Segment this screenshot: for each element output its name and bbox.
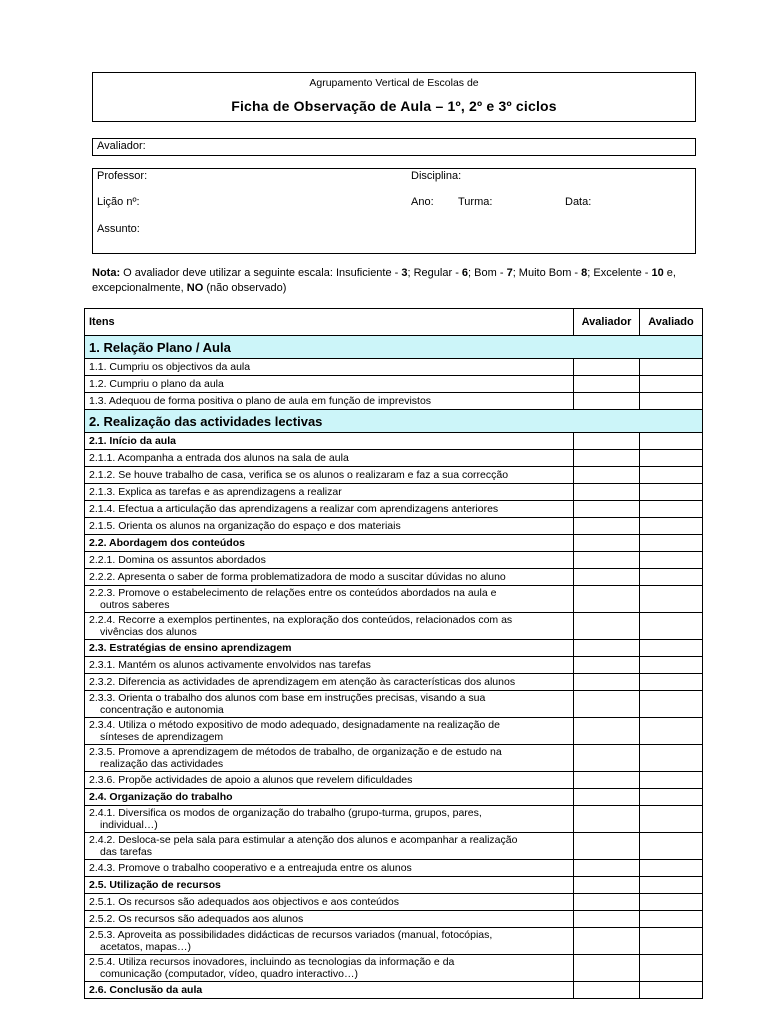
row-text: 2. Realização das actividades lectivas [89, 413, 323, 429]
row-text-line1: 2.3.3. Orienta o trabalho dos alunos com base em instruções precisas, visando a sua [89, 692, 486, 704]
row-text: 2.2.1. Domina os assuntos abordados [89, 554, 266, 566]
criterion-row [85, 860, 703, 877]
evaluator-score-cell [574, 535, 640, 552]
criterion-row [85, 569, 703, 586]
row-label [85, 674, 574, 691]
evaluator-score-cell[interactable] [574, 718, 640, 745]
row-label [85, 336, 703, 359]
evaluated-score-cell[interactable] [640, 928, 703, 955]
row-label [85, 833, 574, 860]
criterion-row [85, 467, 703, 484]
evaluated-score-cell [640, 433, 703, 450]
lesson-number-label: Lição nº: [97, 196, 140, 208]
evaluator-score-cell[interactable] [574, 911, 640, 928]
row-text: 1. Relação Plano / Aula [89, 339, 231, 355]
evaluated-score-cell[interactable] [640, 833, 703, 860]
row-text-line2: comunicação (computador, vídeo, quadro interactivo…) [100, 968, 358, 980]
row-text-line2: individual…) [100, 819, 158, 831]
row-text: 2.1.5. Orienta os alunos na organização do espaço e dos materiais [89, 520, 401, 532]
form-title: Ficha de Observação de Aula – 1º, 2º e 3º ciclos [231, 98, 557, 114]
criterion-row [85, 613, 703, 640]
section-row [85, 336, 703, 359]
evaluated-score-cell[interactable] [640, 359, 703, 376]
row-text-line1: 2.2.4. Recorre a exemplos pertinentes, na exploração dos conteúdos, relacionados com as [89, 614, 513, 626]
evaluated-score-cell[interactable] [640, 569, 703, 586]
row-text-line1: 2.4.1. Diversifica os modos de organização do trabalho (grupo-turma, grupos, pares, [89, 807, 482, 819]
row-text: 2.2.2. Apresenta o saber de forma problematizadora de modo a suscitar dúvidas no aluno [89, 571, 506, 583]
evaluator-score-cell [574, 640, 640, 657]
criterion-row [85, 928, 703, 955]
row-label [85, 552, 574, 569]
topic-label: Assunto: [97, 223, 140, 235]
subsection-row [85, 789, 703, 806]
row-text-line1: 2.3.5. Promove a aprendizagem de métodos de trabalho, de organização e de estudo na [89, 746, 502, 758]
row-text: 2.1. Início da aula [89, 435, 176, 447]
criterion-row [85, 718, 703, 745]
criterion-row [85, 657, 703, 674]
observation-table [84, 308, 703, 999]
evaluated-score-cell[interactable] [640, 393, 703, 410]
row-text-line1: 2.3.4. Utiliza o método expositivo de modo adequado, designadamente na realização de [89, 719, 500, 731]
evaluator-score-cell[interactable] [574, 745, 640, 772]
criterion-row [85, 772, 703, 789]
criterion-row [85, 911, 703, 928]
evaluator-score-cell[interactable] [574, 674, 640, 691]
row-text-line2: das tarefas [100, 846, 152, 858]
subject-label: Disciplina: [411, 170, 462, 182]
row-text: 2.5.1. Os recursos são adequados aos objectivos e aos conteúdos [89, 896, 399, 908]
row-label [85, 640, 574, 657]
row-label [85, 745, 574, 772]
criterion-row [85, 501, 703, 518]
criterion-row [85, 359, 703, 376]
row-text: 2.4. Organização do trabalho [89, 791, 233, 803]
evaluator-score-cell[interactable] [574, 484, 640, 501]
row-label [85, 982, 574, 999]
items-header: Itens [85, 309, 574, 336]
row-text-line2: concentração e autonomia [100, 704, 224, 716]
criterion-row [85, 484, 703, 501]
evaluator-score-cell[interactable] [574, 586, 640, 613]
evaluator-score-cell [574, 877, 640, 894]
row-label [85, 613, 574, 640]
criterion-row [85, 450, 703, 467]
evaluated-score-cell[interactable] [640, 484, 703, 501]
evaluated-score-cell[interactable] [640, 894, 703, 911]
evaluated-score-cell[interactable] [640, 955, 703, 982]
subsection-row [85, 433, 703, 450]
evaluated-score-cell[interactable] [640, 806, 703, 833]
row-text-line2: realização das actividades [100, 758, 224, 770]
row-label [85, 955, 574, 982]
evaluated-score-cell[interactable] [640, 860, 703, 877]
form-header [92, 72, 696, 122]
row-text: 2.6. Conclusão da aula [89, 984, 203, 996]
teacher-label: Professor: [97, 170, 148, 182]
row-label [85, 718, 574, 745]
row-text: 2.1.2. Se houve trabalho de casa, verifica se os alunos o realizaram e faz a sua correcção [89, 469, 509, 481]
criterion-row [85, 552, 703, 569]
table-header-row [85, 309, 703, 336]
row-label [85, 860, 574, 877]
subsection-row [85, 535, 703, 552]
evaluator-score-cell[interactable] [574, 955, 640, 982]
evaluated-score-cell[interactable] [640, 772, 703, 789]
evaluator-score-cell[interactable] [574, 613, 640, 640]
subsection-row [85, 982, 703, 999]
evaluated-score-cell[interactable] [640, 911, 703, 928]
evaluator-score-cell[interactable] [574, 467, 640, 484]
criterion-row [85, 674, 703, 691]
row-label [85, 691, 574, 718]
row-label [85, 894, 574, 911]
evaluated-score-cell[interactable] [640, 613, 703, 640]
row-label [85, 789, 574, 806]
row-label [85, 877, 574, 894]
subsection-row [85, 640, 703, 657]
evaluated-score-cell[interactable] [640, 450, 703, 467]
evaluator-score-cell[interactable] [574, 501, 640, 518]
evaluated-score-cell[interactable] [640, 586, 703, 613]
evaluator-score-cell [574, 433, 640, 450]
evaluator-score-cell[interactable] [574, 772, 640, 789]
row-text-line1: 2.4.2. Desloca-se pela sala para estimular a atenção dos alunos e acompanhar a realização [89, 834, 518, 846]
year-label: Ano: [411, 196, 434, 208]
row-text: 2.1.4. Efectua a articulação das aprendizagens a realizar com aprendizagens anteriores [89, 503, 499, 515]
evaluator-score-cell[interactable] [574, 376, 640, 393]
row-text-line1: 2.5.3. Aproveita as possibilidades didácticas de recursos variados (manual, fotocópias, [89, 929, 493, 941]
evaluated-score-cell[interactable] [640, 552, 703, 569]
evaluator-score-cell[interactable] [574, 691, 640, 718]
row-text: 2.4.3. Promove o trabalho cooperativo e a entreajuda entre os alunos [89, 862, 412, 874]
row-text-line2: acetatos, mapas…) [100, 941, 192, 953]
evaluated-score-cell[interactable] [640, 691, 703, 718]
row-label [85, 376, 574, 393]
evaluated-score-cell[interactable] [640, 518, 703, 535]
evaluated-score-cell[interactable] [640, 467, 703, 484]
evaluator-score-cell[interactable] [574, 552, 640, 569]
evaluated-score-cell [640, 640, 703, 657]
evaluated-score-cell[interactable] [640, 376, 703, 393]
row-label [85, 911, 574, 928]
row-text: 1.2. Cumpriu o plano da aula [89, 378, 224, 390]
criterion-row [85, 586, 703, 613]
evaluator-field[interactable] [92, 138, 696, 156]
row-label [85, 393, 574, 410]
row-label [85, 586, 574, 613]
subsection-row [85, 877, 703, 894]
row-text-line1: 2.5.4. Utiliza recursos inovadores, incluindo as tecnologias da informação e da [89, 956, 455, 968]
date-label: Data: [565, 196, 592, 208]
evaluated-score-cell [640, 789, 703, 806]
scale-note: Nota: O avaliador deve utilizar a seguinte escala: Insuficiente - 3; Regular - 6; Bom - 7; Muito Bom - 8; Excelente - 10 e, excepcionalmente, NO (não observado) [92, 267, 676, 294]
row-label [85, 569, 574, 586]
criterion-row [85, 376, 703, 393]
evaluator-score-cell[interactable] [574, 860, 640, 877]
section-row [85, 410, 703, 433]
row-text: 2.1.1. Acompanha a entrada dos alunos na sala de aula [89, 452, 349, 464]
evaluator-score-cell[interactable] [574, 359, 640, 376]
row-text: 1.1. Cumpriu os objectivos da aula [89, 361, 251, 373]
evaluated-column-header: Avaliado [640, 309, 703, 336]
row-text-line2: sínteses de aprendizagem [100, 731, 224, 743]
evaluator-score-cell[interactable] [574, 894, 640, 911]
row-text: 2.3.6. Propõe actividades de apoio a alunos que revelem dificuldades [89, 774, 413, 786]
evaluated-score-cell[interactable] [640, 501, 703, 518]
row-label [85, 467, 574, 484]
criterion-row [85, 894, 703, 911]
evaluated-score-cell[interactable] [640, 718, 703, 745]
lesson-info-box [92, 168, 696, 254]
criterion-row [85, 691, 703, 718]
criterion-row [85, 745, 703, 772]
row-label [85, 410, 703, 433]
criterion-row [85, 393, 703, 410]
row-text: 2.3.2. Diferencia as actividades de aprendizagem em atenção às características dos alunos [89, 676, 516, 688]
evaluator-score-cell[interactable] [574, 450, 640, 467]
row-text: 2.5.2. Os recursos são adequados aos alunos [89, 913, 304, 925]
evaluator-score-cell[interactable] [574, 518, 640, 535]
evaluator-score-cell[interactable] [574, 569, 640, 586]
evaluator-score-cell [574, 982, 640, 999]
evaluator-score-cell[interactable] [574, 928, 640, 955]
row-label [85, 772, 574, 789]
row-text: 2.2. Abordagem dos conteúdos [89, 537, 245, 549]
row-label [85, 450, 574, 467]
row-label [85, 928, 574, 955]
evaluator-score-cell[interactable] [574, 833, 640, 860]
row-text: 1.3. Adequou de forma positiva o plano de aula em função de imprevistos [89, 395, 432, 407]
row-label [85, 518, 574, 535]
evaluator-score-cell [574, 789, 640, 806]
row-text-line2: outros saberes [100, 599, 170, 611]
evaluated-score-cell [640, 982, 703, 999]
row-label [85, 359, 574, 376]
evaluator-label: Avaliador: [97, 140, 146, 152]
row-text: 2.5. Utilização de recursos [89, 879, 221, 891]
school-group-label: Agrupamento Vertical de Escolas de [309, 77, 479, 89]
criterion-row [85, 833, 703, 860]
row-label [85, 806, 574, 833]
row-text-line2: vivências dos alunos [100, 626, 197, 638]
row-text: 2.3. Estratégias de ensino aprendizagem [89, 642, 292, 654]
evaluator-score-cell[interactable] [574, 657, 640, 674]
evaluated-score-cell [640, 535, 703, 552]
row-label [85, 433, 574, 450]
row-label [85, 501, 574, 518]
row-text: 2.1.3. Explica as tarefas e as aprendizagens a realizar [89, 486, 342, 498]
row-label [85, 657, 574, 674]
evaluator-score-cell[interactable] [574, 806, 640, 833]
row-text: 2.3.1. Mantém os alunos activamente envolvidos nas tarefas [89, 659, 371, 671]
evaluated-score-cell[interactable] [640, 657, 703, 674]
class-label: Turma: [458, 196, 493, 208]
evaluated-score-cell[interactable] [640, 674, 703, 691]
criterion-row [85, 806, 703, 833]
criterion-row [85, 955, 703, 982]
evaluated-score-cell[interactable] [640, 745, 703, 772]
row-label [85, 535, 574, 552]
evaluator-score-cell[interactable] [574, 393, 640, 410]
row-text-line1: 2.2.3. Promove o estabelecimento de relações entre os conteúdos abordados na aula e [89, 587, 497, 599]
evaluated-score-cell [640, 877, 703, 894]
row-label [85, 484, 574, 501]
criterion-row [85, 518, 703, 535]
evaluator-column-header: Avaliador [574, 309, 640, 336]
